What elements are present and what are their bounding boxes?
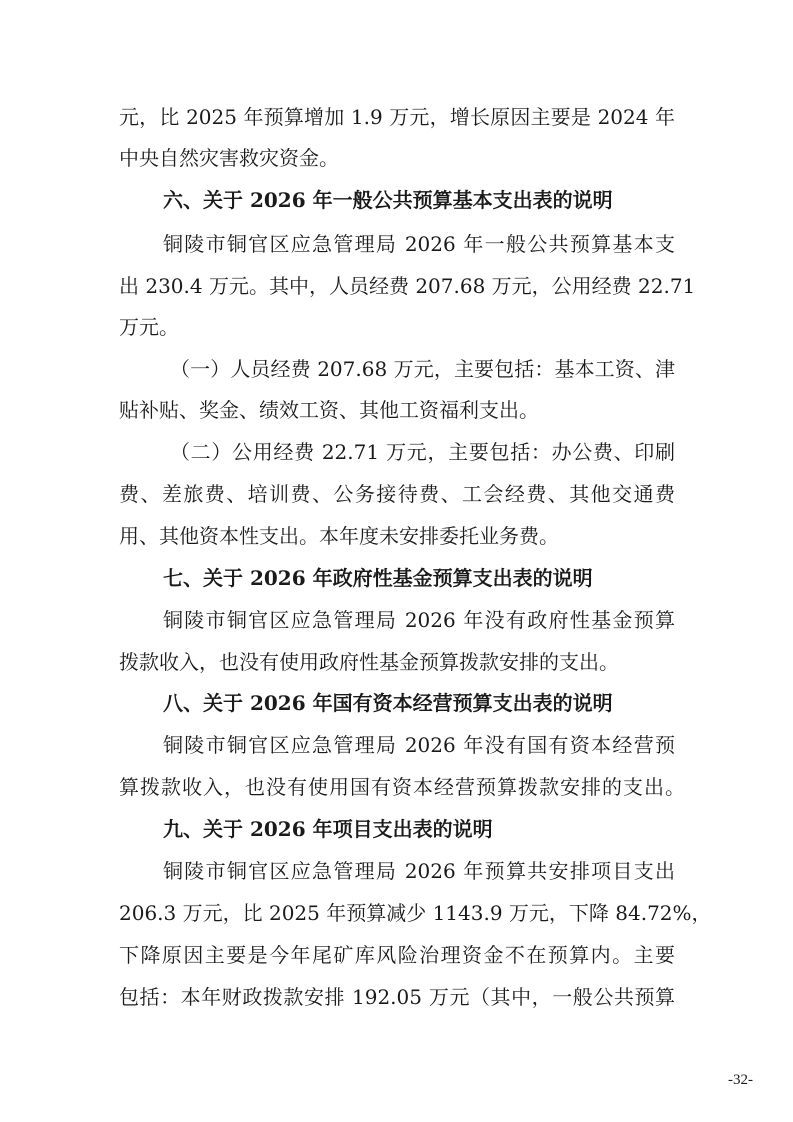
body-text-line: 铜陵市铜官区应急管理局 2026 年没有政府性基金预算 (163, 608, 675, 632)
body-text-line: 万元。 (119, 315, 179, 339)
section-heading-7: 七、关于 2026 年政府性基金预算支出表的说明 (163, 566, 593, 590)
body-text-line: 贴补贴、奖金、绩效工资、其他工资福利支出。 (119, 398, 539, 422)
body-text-line: 拨款收入，也没有使用政府性基金预算拨款安排的支出。 (119, 650, 619, 674)
body-text-line: 费、差旅费、培训费、公务接待费、工会经费、其他交通费 (119, 482, 675, 506)
body-text-line: 元，比 2025 年预算增加 1.9 万元，增长原因主要是 2024 年 (119, 105, 675, 129)
body-text-line: 包括：本年财政拨款安排 192.05 万元（其中，一般公共预算 (119, 985, 675, 1009)
body-text-line: 下降原因主要是今年尾矿库风险治理资金不在预算内。主要 (119, 943, 675, 967)
body-text-line: 铜陵市铜官区应急管理局 2026 年预算共安排项目支出 (163, 859, 675, 883)
section-heading-9: 九、关于 2026 年项目支出表的说明 (163, 817, 493, 841)
body-text-line: （二）公用经费 22.71 万元，主要包括：办公费、印刷 (170, 440, 675, 464)
body-text-line: 中央自然灾害救灾资金。 (119, 146, 339, 170)
section-heading-8: 八、关于 2026 年国有资本经营预算支出表的说明 (163, 691, 613, 715)
section-heading-6: 六、关于 2026 年一般公共预算基本支出表的说明 (163, 188, 613, 212)
body-text-line: 铜陵市铜官区应急管理局 2026 年没有国有资本经营预 (163, 733, 675, 757)
body-text-line: （一）人员经费 207.68 万元，主要包括：基本工资、津 (170, 357, 675, 381)
body-text-line: 出 230.4 万元。其中，人员经费 207.68 万元，公用经费 22.71 (119, 274, 696, 298)
body-text-line: 算拨款收入，也没有使用国有资本经营预算拨款安排的支出。 (119, 775, 685, 799)
body-text-line: 用、其他资本性支出。本年度未安排委托业务费。 (119, 524, 559, 548)
body-text-line: 206.3 万元，比 2025 年预算减少 1143.9 万元，下降 84.72%， (119, 901, 712, 925)
body-text-line: 铜陵市铜官区应急管理局 2026 年一般公共预算基本支 (163, 232, 675, 256)
page-number: -32- (728, 1072, 753, 1088)
